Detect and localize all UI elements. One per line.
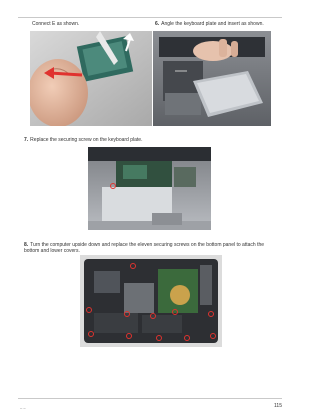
step-6-number: 6. — [155, 21, 160, 27]
step-5-text: Connect E as shown. — [32, 21, 80, 27]
screw-marker-9 — [150, 313, 156, 319]
page-number: 115 — [274, 403, 282, 409]
footer-rule — [18, 398, 282, 399]
screw-marker-6 — [184, 335, 190, 341]
screw-marker-11 — [172, 309, 178, 315]
footer-left-text: ‒ ‒ — [20, 405, 26, 410]
step-8-photo — [80, 255, 222, 347]
step-7-screw-marker — [110, 183, 116, 189]
screw-marker-7 — [208, 311, 214, 317]
screw-marker-2 — [88, 331, 94, 337]
screw-marker-10 — [130, 263, 136, 269]
screw-marker-3 — [124, 311, 130, 317]
header-rule — [18, 17, 282, 18]
step-6-text — [155, 21, 285, 27]
step-8-label: Turn the computer upside down and replace the eleven securing screws on the bottom panel to attach the bottom and lower covers. — [24, 242, 265, 255]
screw-marker-5 — [156, 335, 162, 341]
step-6-photo — [153, 31, 271, 126]
screw-marker-4 — [126, 333, 132, 339]
screw-marker-8 — [210, 333, 216, 339]
step-7-number: 7. — [24, 137, 29, 143]
step-7-label: Replace the securing screw on the keyboard plate. — [30, 137, 143, 143]
step-7-photo — [88, 147, 211, 230]
step-6-label: Angle the keyboard plate and insert as shown. — [161, 21, 264, 27]
step-7-text — [24, 137, 264, 143]
step-8-text — [24, 242, 278, 254]
step-5-photo — [30, 31, 152, 126]
step-8-number: 8. — [24, 242, 29, 248]
screw-marker-1 — [86, 307, 92, 313]
